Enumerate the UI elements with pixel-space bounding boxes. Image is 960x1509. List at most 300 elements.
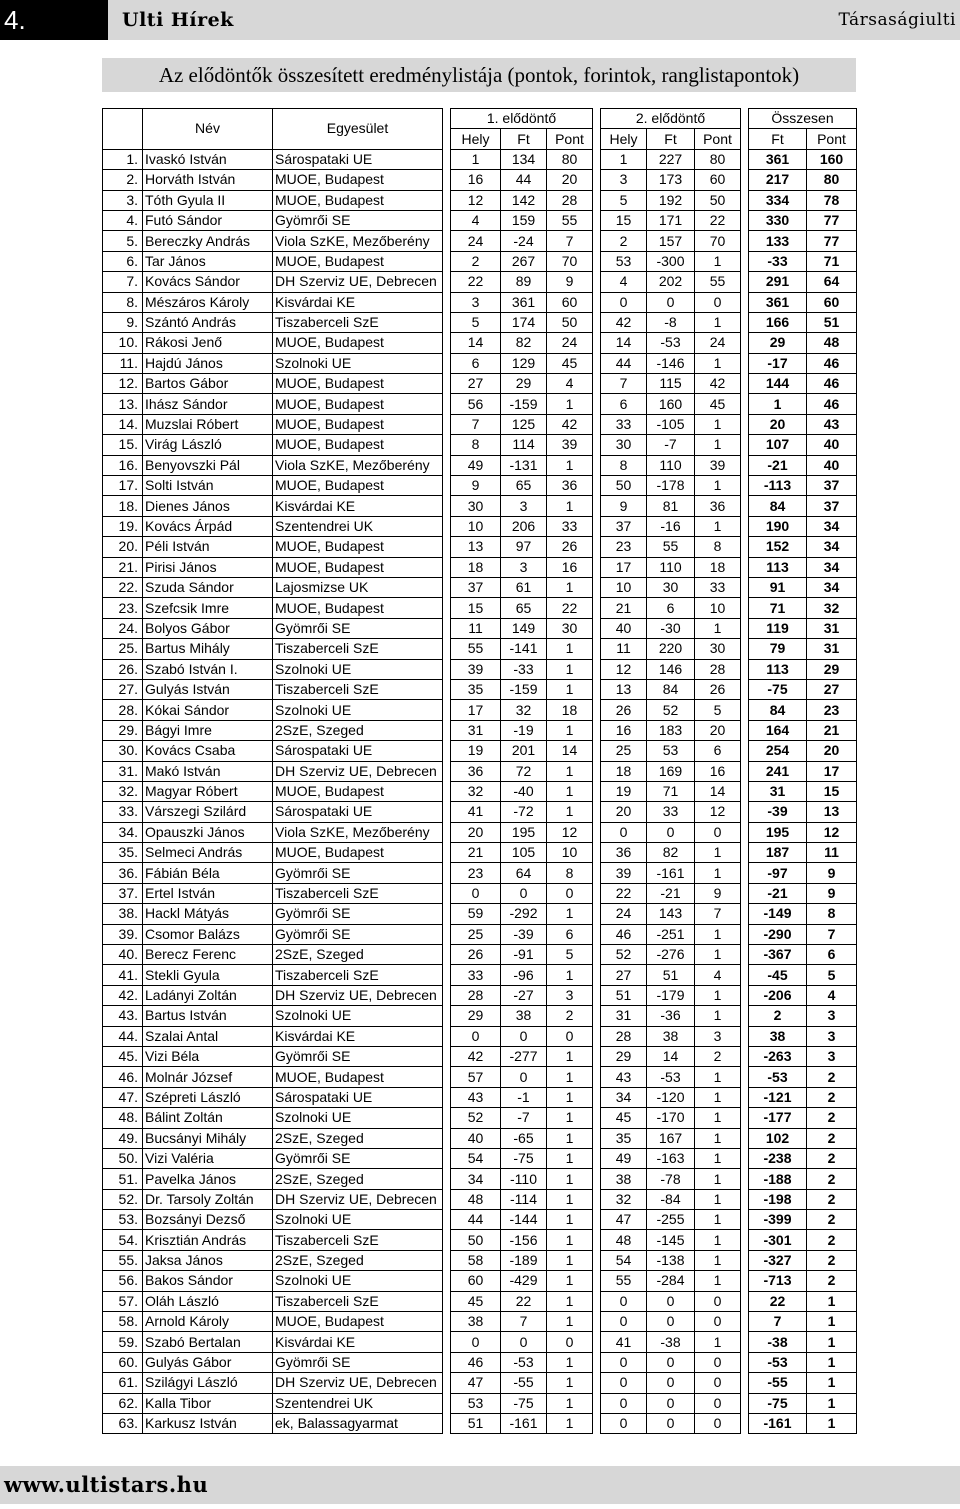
cell-g2-pont: 55 — [695, 272, 741, 292]
cell-total-ft: 71 — [749, 598, 807, 618]
cell-g1-hely: 37 — [451, 577, 501, 597]
cell-rank: 39. — [103, 924, 143, 944]
cell-g1-pont: 16 — [547, 557, 593, 577]
cell-rank: 55. — [103, 1250, 143, 1270]
cell-g2-pont: 10 — [695, 598, 741, 618]
cell-name: Szuda Sándor — [143, 577, 273, 597]
table-row — [103, 251, 857, 271]
header-bar — [108, 0, 960, 40]
column-gap — [593, 741, 601, 761]
cell-g2-pont: 1 — [695, 516, 741, 536]
column-gap — [593, 374, 601, 394]
cell-g1-pont: 1 — [547, 1414, 593, 1434]
section-label: Társaságiulti — [838, 10, 956, 30]
cell-total-ft: -97 — [749, 863, 807, 883]
cell-club: Szolnoki UE — [273, 1271, 443, 1291]
cell-g2-hely: 33 — [601, 414, 647, 434]
table-row — [103, 945, 857, 965]
cell-total-pont: 46 — [807, 353, 857, 373]
column-gap — [593, 781, 601, 801]
cell-g1-pont: 22 — [547, 598, 593, 618]
cell-g2-ft: -78 — [647, 1169, 695, 1189]
cell-club: 2SzE, Szeged — [273, 1250, 443, 1270]
cell-rank: 11. — [103, 353, 143, 373]
cell-g1-ft: -159 — [501, 679, 547, 699]
column-gap — [443, 924, 451, 944]
cell-total-pont: 2 — [807, 1169, 857, 1189]
cell-g1-hely: 35 — [451, 679, 501, 699]
cell-rank: 42. — [103, 985, 143, 1005]
cell-total-pont: 48 — [807, 333, 857, 353]
cell-g2-pont: 1 — [695, 985, 741, 1005]
cell-total-pont: 3 — [807, 1026, 857, 1046]
column-gap — [593, 292, 601, 312]
cell-g1-pont: 2 — [547, 1006, 593, 1026]
column-gap — [593, 802, 601, 822]
cell-rank: 58. — [103, 1312, 143, 1332]
column-gap — [443, 598, 451, 618]
cell-g2-hely: 5 — [601, 190, 647, 210]
cell-g2-hely: 8 — [601, 455, 647, 475]
cell-g1-hely: 26 — [451, 945, 501, 965]
cell-g1-hely: 50 — [451, 1230, 501, 1250]
cell-g1-ft: 3 — [501, 496, 547, 516]
results-table — [102, 108, 857, 1434]
cell-total-pont: 46 — [807, 374, 857, 394]
cell-total-ft: 187 — [749, 843, 807, 863]
column-gap — [593, 1169, 601, 1189]
cell-name: Bucsányi Mihály — [143, 1128, 273, 1148]
column-gap — [443, 394, 451, 414]
cell-club: Szolnoki UE — [273, 659, 443, 679]
cell-g1-pont: 1 — [547, 1210, 593, 1230]
cell-g2-ft: 14 — [647, 1046, 695, 1066]
cell-name: Bozsányi Dezső — [143, 1210, 273, 1230]
column-gap — [443, 516, 451, 536]
cell-g1-hely: 56 — [451, 394, 501, 414]
column-gap — [593, 883, 601, 903]
column-gap — [443, 312, 451, 332]
cell-total-ft: 152 — [749, 537, 807, 557]
cell-g2-pont: 1 — [695, 863, 741, 883]
page-number: 4. — [0, 0, 108, 40]
column-gap — [741, 598, 749, 618]
cell-g1-hely: 0 — [451, 1332, 501, 1352]
cell-g2-ft: -120 — [647, 1087, 695, 1107]
cell-total-pont: 2 — [807, 1230, 857, 1250]
cell-club: MUOE, Budapest — [273, 557, 443, 577]
cell-name: Bartos Gábor — [143, 374, 273, 394]
cell-name: Péli István — [143, 537, 273, 557]
cell-g1-pont: 1 — [547, 965, 593, 985]
cell-g1-ft: -110 — [501, 1169, 547, 1189]
cell-g2-ft: 115 — [647, 374, 695, 394]
cell-name: Rákosi Jenő — [143, 333, 273, 353]
cell-g2-hely: 2 — [601, 231, 647, 251]
cell-club: Sárospataki UE — [273, 149, 443, 169]
cell-g1-pont: 42 — [547, 414, 593, 434]
cell-club: Tiszaberceli SzE — [273, 679, 443, 699]
cell-g2-pont: 1 — [695, 945, 741, 965]
cell-g1-hely: 10 — [451, 516, 501, 536]
cell-g1-pont: 1 — [547, 1352, 593, 1372]
column-gap — [443, 353, 451, 373]
column-gap — [443, 109, 451, 150]
cell-total-ft: 217 — [749, 170, 807, 190]
column-gap — [741, 557, 749, 577]
cell-club: Szolnoki UE — [273, 1108, 443, 1128]
cell-g1-ft: 65 — [501, 598, 547, 618]
cell-rank: 18. — [103, 496, 143, 516]
cell-rank: 50. — [103, 1148, 143, 1168]
cell-name: Karkusz István — [143, 1414, 273, 1434]
cell-club: Gyömrői SE — [273, 863, 443, 883]
column-gap — [443, 333, 451, 353]
cell-total-pont: 34 — [807, 537, 857, 557]
cell-total-ft: -399 — [749, 1210, 807, 1230]
cell-club: MUOE, Budapest — [273, 414, 443, 434]
cell-total-pont: 3 — [807, 1046, 857, 1066]
cell-total-pont: 2 — [807, 1271, 857, 1291]
cell-g2-hely: 54 — [601, 1250, 647, 1270]
column-gap — [593, 1046, 601, 1066]
cell-g2-pont: 2 — [695, 1046, 741, 1066]
column-gap — [741, 904, 749, 924]
column-gap — [741, 659, 749, 679]
cell-g2-hely: 11 — [601, 639, 647, 659]
cell-g2-ft: 227 — [647, 149, 695, 169]
header-group-total: Összesen — [749, 109, 857, 129]
column-gap — [741, 965, 749, 985]
column-gap — [443, 496, 451, 516]
cell-g1-ft: -429 — [501, 1271, 547, 1291]
cell-rank: 38. — [103, 904, 143, 924]
cell-club: Tiszaberceli SzE — [273, 1291, 443, 1311]
cell-name: Hackl Mátyás — [143, 904, 273, 924]
cell-g1-ft: -144 — [501, 1210, 547, 1230]
cell-g1-pont: 28 — [547, 190, 593, 210]
cell-total-ft: -53 — [749, 1352, 807, 1372]
cell-g1-pont: 1 — [547, 1148, 593, 1168]
cell-club: Viola SzKE, Mezőberény — [273, 231, 443, 251]
cell-g1-pont: 36 — [547, 476, 593, 496]
cell-g2-hely: 30 — [601, 435, 647, 455]
column-gap — [741, 639, 749, 659]
cell-g2-hely: 1 — [601, 149, 647, 169]
cell-g2-hely: 12 — [601, 659, 647, 679]
cell-g1-ft: 174 — [501, 312, 547, 332]
cell-club: MUOE, Budapest — [273, 1067, 443, 1087]
cell-name: Tóth Gyula II — [143, 190, 273, 210]
cell-g2-ft: 220 — [647, 639, 695, 659]
column-gap — [741, 1271, 749, 1291]
cell-g2-ft: 71 — [647, 781, 695, 801]
column-gap — [443, 639, 451, 659]
cell-rank: 26. — [103, 659, 143, 679]
cell-g2-hely: 10 — [601, 577, 647, 597]
cell-total-ft: 241 — [749, 761, 807, 781]
cell-g2-hely: 25 — [601, 741, 647, 761]
cell-total-pont: 15 — [807, 781, 857, 801]
cell-g2-pont: 45 — [695, 394, 741, 414]
cell-name: Várszegi Szilárd — [143, 802, 273, 822]
cell-g1-pont: 20 — [547, 170, 593, 190]
cell-rank: 28. — [103, 700, 143, 720]
cell-g1-pont: 1 — [547, 1128, 593, 1148]
column-gap — [741, 1250, 749, 1270]
cell-g2-pont: 4 — [695, 965, 741, 985]
cell-g1-ft: 206 — [501, 516, 547, 536]
cell-total-pont: 1 — [807, 1414, 857, 1434]
table-row — [103, 1230, 857, 1250]
cell-g2-ft: 110 — [647, 455, 695, 475]
column-gap — [741, 435, 749, 455]
page-header — [0, 0, 960, 40]
table-row — [103, 435, 857, 455]
column-gap — [443, 1210, 451, 1230]
cell-g2-pont: 28 — [695, 659, 741, 679]
cell-g2-pont: 1 — [695, 1332, 741, 1352]
cell-g1-ft: 32 — [501, 700, 547, 720]
column-gap — [443, 965, 451, 985]
cell-g1-pont: 4 — [547, 374, 593, 394]
cell-g1-pont: 24 — [547, 333, 593, 353]
table-row — [103, 679, 857, 699]
cell-g1-hely: 21 — [451, 843, 501, 863]
column-gap — [741, 1393, 749, 1413]
column-gap — [593, 924, 601, 944]
cell-total-ft: 113 — [749, 659, 807, 679]
table-row — [103, 1128, 857, 1148]
cell-g1-hely: 3 — [451, 292, 501, 312]
cell-g1-pont: 39 — [547, 435, 593, 455]
table-row — [103, 1250, 857, 1270]
column-gap — [593, 414, 601, 434]
cell-name: Dienes János — [143, 496, 273, 516]
column-gap — [443, 863, 451, 883]
cell-g2-hely: 0 — [601, 1352, 647, 1372]
cell-g2-hely: 40 — [601, 618, 647, 638]
cell-g2-pont: 22 — [695, 210, 741, 230]
cell-rank: 33. — [103, 802, 143, 822]
cell-g1-ft: 29 — [501, 374, 547, 394]
table-row — [103, 1291, 857, 1311]
cell-total-pont: 60 — [807, 292, 857, 312]
cell-name: Bálint Zoltán — [143, 1108, 273, 1128]
cell-total-ft: -21 — [749, 455, 807, 475]
cell-g1-pont: 7 — [547, 231, 593, 251]
column-gap — [741, 1148, 749, 1168]
cell-club: Szolnoki UE — [273, 1006, 443, 1026]
cell-total-pont: 31 — [807, 618, 857, 638]
cell-g1-ft: 65 — [501, 476, 547, 496]
column-gap — [443, 557, 451, 577]
cell-g1-ft: -72 — [501, 802, 547, 822]
cell-g2-hely: 3 — [601, 170, 647, 190]
column-gap — [443, 210, 451, 230]
cell-total-pont: 1 — [807, 1312, 857, 1332]
table-row — [103, 863, 857, 883]
cell-club: 2SzE, Szeged — [273, 720, 443, 740]
cell-g2-pont: 0 — [695, 1414, 741, 1434]
column-gap — [741, 822, 749, 842]
cell-g2-pont: 1 — [695, 1271, 741, 1291]
cell-name: Bágyi Imre — [143, 720, 273, 740]
cell-g2-ft: 82 — [647, 843, 695, 863]
cell-g1-hely: 46 — [451, 1352, 501, 1372]
column-gap — [741, 1087, 749, 1107]
column-gap — [443, 1067, 451, 1087]
table-row — [103, 496, 857, 516]
column-gap — [443, 741, 451, 761]
cell-g2-ft: -84 — [647, 1189, 695, 1209]
cell-g1-pont: 1 — [547, 1250, 593, 1270]
cell-club: Sárospataki UE — [273, 802, 443, 822]
column-gap — [593, 435, 601, 455]
cell-g1-hely: 2 — [451, 251, 501, 271]
cell-total-ft: -113 — [749, 476, 807, 496]
cell-g2-pont: 1 — [695, 353, 741, 373]
cell-g1-pont: 1 — [547, 720, 593, 740]
cell-total-pont: 9 — [807, 863, 857, 883]
column-gap — [443, 1108, 451, 1128]
cell-g1-ft: 7 — [501, 1312, 547, 1332]
cell-g1-pont: 1 — [547, 577, 593, 597]
cell-club: MUOE, Budapest — [273, 435, 443, 455]
cell-g2-hely: 0 — [601, 1291, 647, 1311]
cell-g1-pont: 1 — [547, 1230, 593, 1250]
cell-total-ft: 38 — [749, 1026, 807, 1046]
column-gap — [741, 1312, 749, 1332]
cell-g2-hely: 45 — [601, 1108, 647, 1128]
cell-g2-pont: 1 — [695, 1210, 741, 1230]
cell-g1-hely: 25 — [451, 924, 501, 944]
table-row — [103, 577, 857, 597]
cell-name: Selmeci András — [143, 843, 273, 863]
cell-g2-ft: -30 — [647, 618, 695, 638]
cell-g1-ft: 201 — [501, 741, 547, 761]
column-gap — [443, 1271, 451, 1291]
cell-g1-pont: 1 — [547, 455, 593, 475]
cell-g2-pont: 60 — [695, 170, 741, 190]
cell-g2-ft: 0 — [647, 1393, 695, 1413]
cell-club: Gyömrői SE — [273, 210, 443, 230]
cell-g2-hely: 7 — [601, 374, 647, 394]
cell-g1-ft: 142 — [501, 190, 547, 210]
column-gap — [741, 251, 749, 271]
column-gap — [443, 945, 451, 965]
column-gap — [741, 292, 749, 312]
table-row — [103, 659, 857, 679]
column-gap — [593, 1414, 601, 1434]
cell-g2-hely: 27 — [601, 965, 647, 985]
cell-total-ft: 84 — [749, 496, 807, 516]
cell-g2-ft: -255 — [647, 1210, 695, 1230]
column-gap — [741, 1189, 749, 1209]
cell-g1-hely: 54 — [451, 1148, 501, 1168]
cell-g1-ft: -53 — [501, 1352, 547, 1372]
cell-g2-pont: 50 — [695, 190, 741, 210]
column-gap — [593, 170, 601, 190]
cell-g2-ft: 110 — [647, 557, 695, 577]
cell-rank: 17. — [103, 476, 143, 496]
column-gap — [741, 618, 749, 638]
cell-total-pont: 27 — [807, 679, 857, 699]
cell-total-pont: 2 — [807, 1250, 857, 1270]
column-gap — [741, 1230, 749, 1250]
cell-total-pont: 17 — [807, 761, 857, 781]
cell-name: Muzslai Róbert — [143, 414, 273, 434]
cell-g1-hely: 0 — [451, 1026, 501, 1046]
cell-g1-ft: -24 — [501, 231, 547, 251]
cell-g1-pont: 1 — [547, 1067, 593, 1087]
column-gap — [443, 476, 451, 496]
column-gap — [593, 1108, 601, 1128]
cell-total-ft: -206 — [749, 985, 807, 1005]
column-gap — [741, 516, 749, 536]
cell-g1-hely: 14 — [451, 333, 501, 353]
cell-total-ft: 291 — [749, 272, 807, 292]
column-gap — [443, 251, 451, 271]
cell-g1-hely: 48 — [451, 1189, 501, 1209]
table-row — [103, 965, 857, 985]
cell-total-pont: 2 — [807, 1087, 857, 1107]
cell-g1-hely: 6 — [451, 353, 501, 373]
cell-g1-hely: 59 — [451, 904, 501, 924]
cell-total-pont: 31 — [807, 639, 857, 659]
cell-club: 2SzE, Szeged — [273, 1169, 443, 1189]
column-gap — [593, 353, 601, 373]
cell-g1-pont: 3 — [547, 985, 593, 1005]
cell-g1-ft: 82 — [501, 333, 547, 353]
cell-name: Kovács Árpád — [143, 516, 273, 536]
cell-g2-ft: 143 — [647, 904, 695, 924]
cell-g1-hely: 13 — [451, 537, 501, 557]
cell-rank: 34. — [103, 822, 143, 842]
cell-g2-pont: 0 — [695, 1312, 741, 1332]
table-row — [103, 1352, 857, 1372]
cell-name: Makó István — [143, 761, 273, 781]
table-row — [103, 1067, 857, 1087]
cell-g1-ft: -91 — [501, 945, 547, 965]
cell-g2-pont: 1 — [695, 1148, 741, 1168]
cell-g1-hely: 60 — [451, 1271, 501, 1291]
table-row — [103, 333, 857, 353]
cell-g1-ft: -277 — [501, 1046, 547, 1066]
cell-name: Kovács Csaba — [143, 741, 273, 761]
cell-g2-pont: 1 — [695, 1230, 741, 1250]
cell-g2-pont: 1 — [695, 1189, 741, 1209]
column-gap — [741, 353, 749, 373]
cell-g2-pont: 18 — [695, 557, 741, 577]
table-row — [103, 516, 857, 536]
cell-total-pont: 80 — [807, 170, 857, 190]
cell-g1-pont: 1 — [547, 1046, 593, 1066]
cell-g1-hely: 11 — [451, 618, 501, 638]
cell-rank: 8. — [103, 292, 143, 312]
cell-club: Kisvárdai KE — [273, 1332, 443, 1352]
cell-g2-hely: 4 — [601, 272, 647, 292]
cell-rank: 9. — [103, 312, 143, 332]
cell-total-ft: 7 — [749, 1312, 807, 1332]
cell-total-ft: -53 — [749, 1067, 807, 1087]
cell-total-ft: -367 — [749, 945, 807, 965]
cell-g2-ft: 157 — [647, 231, 695, 251]
cell-g2-hely: 46 — [601, 924, 647, 944]
cell-g2-ft: -53 — [647, 333, 695, 353]
cell-name: Szalai Antal — [143, 1026, 273, 1046]
table-row — [103, 741, 857, 761]
